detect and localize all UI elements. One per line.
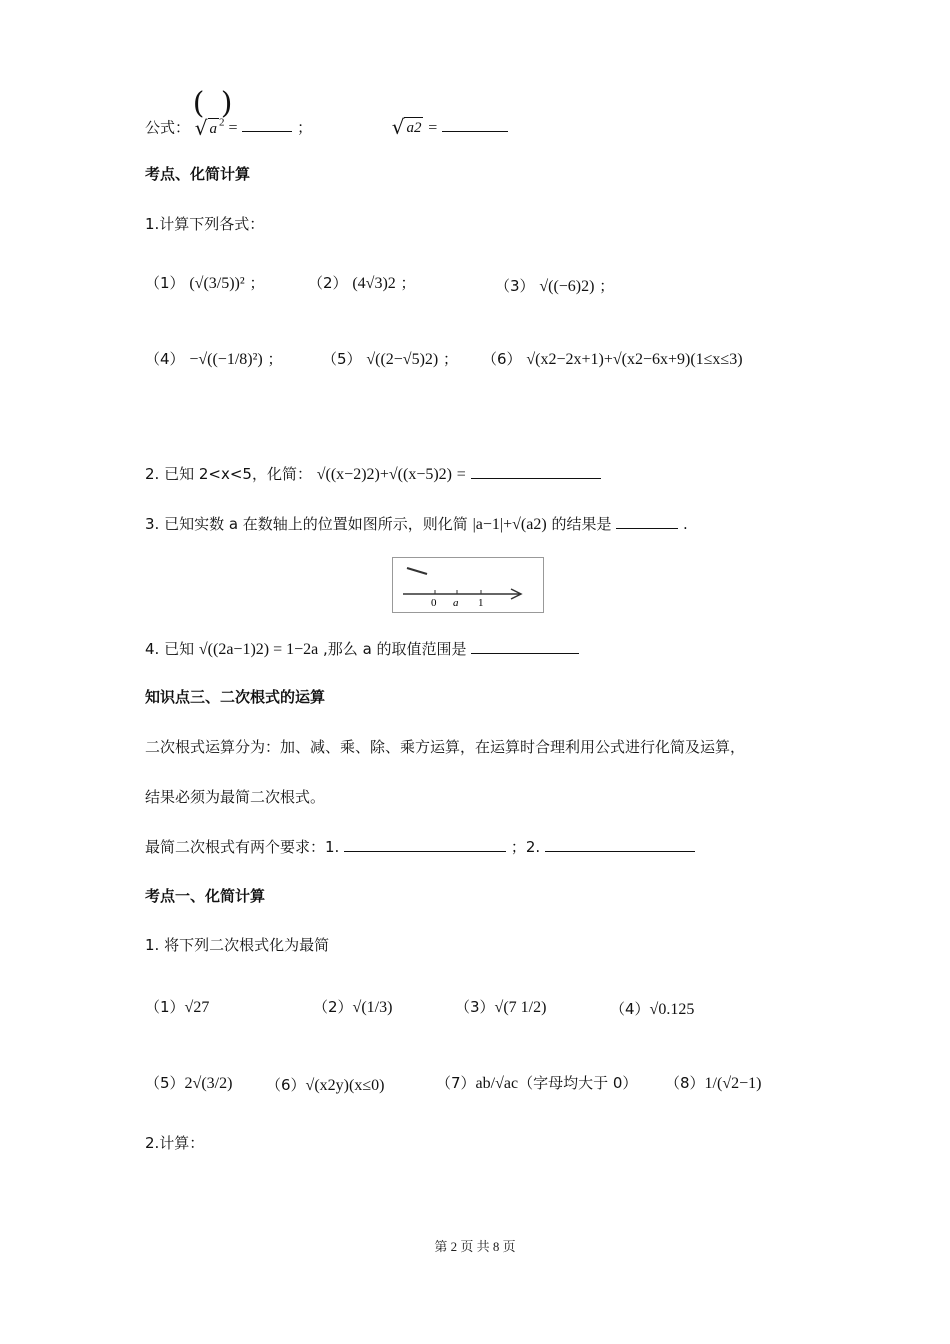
q3-answer-blank[interactable] [616, 514, 678, 529]
q2-answer-blank[interactable] [471, 464, 601, 479]
number-line-svg [393, 558, 543, 612]
number-line-figure [392, 557, 544, 613]
answer-blank-2[interactable] [442, 117, 508, 132]
simplest-radical-requirements: 最简二次根式有两个要求：1. ；2. [145, 836, 695, 858]
q4-expr: √((2a−1)2) = 1−2a [198, 641, 319, 658]
formula-expr1: ( ) √ a $^2$ [192, 86, 233, 141]
q1-title: 1.计算下列各式： [145, 215, 265, 233]
q1-item-4: （4） −√((−1/8)²) ； [145, 350, 283, 368]
tick-label-1: 1 [478, 597, 484, 609]
q1-item-2-expr: (4√3)2 [352, 275, 396, 292]
q2-expr: √((x−2)2)+√((x−5)2) [316, 466, 452, 483]
q1-item-6-expr: √(x2−2x+1)+√(x2−6x+9)(1≤x≤3) [526, 351, 743, 368]
q5-item-2: （2）√(1/3) [313, 998, 393, 1016]
requirement-blank-2[interactable] [545, 837, 695, 852]
q5-item-3: （3）√(7 1/2) [455, 998, 547, 1016]
section-heading-simplify-1: 考点一、化简计算 [145, 887, 266, 905]
page-footer: 第 2 页 共 8 页 [434, 1239, 516, 1254]
requirement-blank-1[interactable] [344, 837, 506, 852]
q5-item-8: （8）1/(√2−1) [665, 1074, 762, 1092]
q5-item-4: （4）√0.125 [610, 1000, 695, 1018]
section-heading-operations: 知识点三、二次根式的运算 [145, 688, 326, 706]
q5-item-5: （5）2√(3/2) [145, 1074, 233, 1092]
q1-item-5: （5） √((2−√5)2) ； [322, 350, 459, 368]
answer-blank-1[interactable] [242, 117, 292, 132]
q3-expr: |a−1|+√(a2) [472, 516, 547, 533]
q1-item-1: （1） (√(3/5))² ； [145, 274, 265, 292]
q3-line: 3. 已知实数 a 在数轴上的位置如图所示，则化简 |a−1|+√(a2) 的结果是 . [145, 515, 688, 533]
q1-item-2: （2） (4√3)2 ； [308, 274, 416, 292]
q1-item-3-expr: √((−6)2) [539, 278, 595, 295]
formula-line: 公式： ( ) √ a $^2$ = ； √ a2 = [145, 112, 508, 139]
q4-answer-blank[interactable] [471, 639, 579, 654]
q5-item-1: （1）√27 [145, 998, 210, 1016]
formula-prefix: 公式： [145, 118, 191, 137]
q4-line: 4. 已知 √((2a−1)2) = 1−2a ,那么 a 的取值范围是 [145, 638, 579, 661]
q1-item-1-expr: (√(3/5))² [189, 275, 245, 292]
section-heading-simplify: 考点、化简计算 [145, 165, 251, 183]
tick-label-0: 0 [431, 597, 437, 609]
q2-line: 2. 已知 2<x<5，化简： √((x−2)2)+√((x−5)2) = [145, 463, 601, 486]
q5-item-7: （7）ab/√ac（字母均大于 0） [436, 1074, 638, 1092]
q1-item-6: （6） √(x2−2x+1)+√(x2−6x+9)(1≤x≤3) [482, 350, 743, 368]
q5-item-6: （6）√(x2y)(x≤0) [266, 1076, 385, 1094]
q1-item-3: （3） √((−6)2) ； [495, 277, 615, 295]
q1-item-5-expr: √((2−√5)2) [366, 351, 439, 368]
q5-title: 1. 将下列二次根式化为最简 [145, 936, 330, 954]
section3-para-2: 结果必须为最简二次根式。 [145, 788, 326, 806]
section3-para-1: 二次根式运算分为：加、减、乘、除、乘方运算，在运算时合理利用公式进行化简及运算， [145, 738, 746, 756]
formula-expr2: √ a2 [391, 115, 422, 140]
q1-item-4-expr: −√((−1/8)²) [189, 351, 263, 368]
tick-label-a: a [453, 597, 459, 609]
q6-title: 2.计算： [145, 1134, 205, 1152]
